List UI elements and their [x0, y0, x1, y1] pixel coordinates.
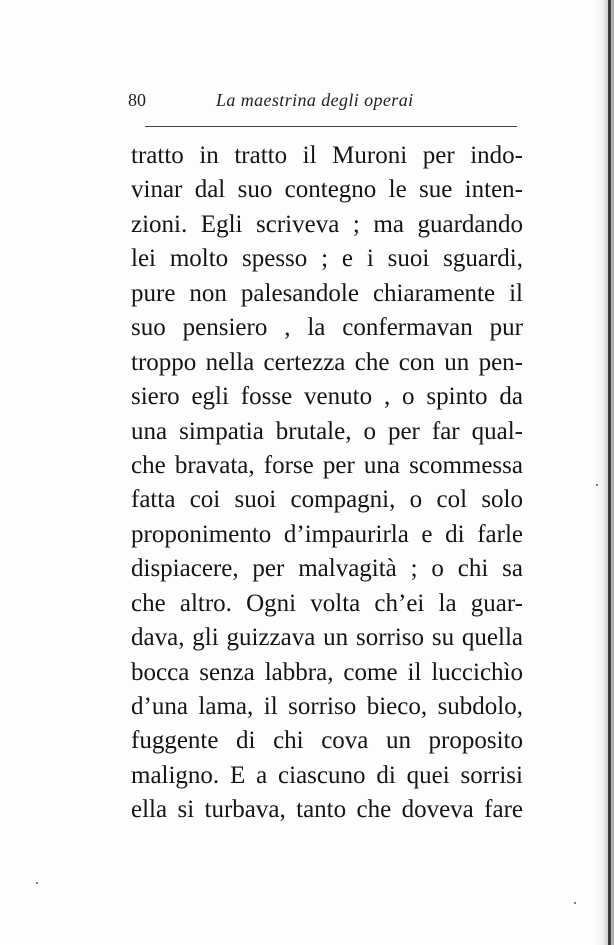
text-line: suo pensiero , la confermavan pur: [131, 314, 523, 342]
text-line: pure non palesandole chiaramente il: [131, 279, 523, 307]
header-rule: [145, 126, 517, 127]
text-line: bocca senza labbra, come il luccichìo: [131, 658, 523, 686]
text-line: fuggente di chi cova un proposito: [131, 727, 523, 755]
text-line: dispiacere, per malvagità ; o chi sa: [131, 555, 523, 583]
text-line: tratto in tratto il Muroni per indo-: [131, 142, 523, 169]
text-line: troppo nella certezza che con un pen-: [131, 348, 523, 376]
paper-speck: [596, 484, 598, 486]
running-header: [128, 90, 520, 120]
text-line: vinar dal suo contegno le sue inten-: [131, 176, 523, 204]
text-line: d’una lama, il sorriso bieco, subdolo,: [131, 693, 523, 720]
paper-speck: [36, 882, 38, 884]
paper-speck: [574, 902, 576, 904]
body-text: [131, 139, 523, 828]
text-line: zioni. Egli scriveva ; ma guardando: [131, 210, 523, 238]
text-line: che altro. Ogni volta ch’ei la guar-: [131, 589, 523, 617]
page-edge: [608, 0, 611, 945]
text-line: lei molto spesso ; e i suoi sguardi,: [131, 245, 523, 273]
text-line: fatta coi suoi compagni, o col solo: [131, 486, 523, 514]
text-line: maligno. E a ciascuno di quei sorrisi: [131, 761, 523, 789]
text-line: ella si turbava, tanto che doveva fare: [131, 796, 523, 824]
text-line: dava, gli guizzava un sorriso su quella: [131, 624, 523, 652]
text-line: proponimento d’impaurirla e di farle: [131, 520, 523, 548]
page-number: 80: [128, 90, 146, 110]
text-line: una simpatia brutale, o per far qual-: [131, 417, 523, 445]
text-line: siero egli fosse venuto , o spinto da: [131, 383, 523, 411]
running-title: La maestrina degli operai: [216, 90, 414, 110]
text-line: che bravata, forse per una scommessa: [131, 451, 523, 479]
page-edge-shadow: [594, 0, 614, 945]
